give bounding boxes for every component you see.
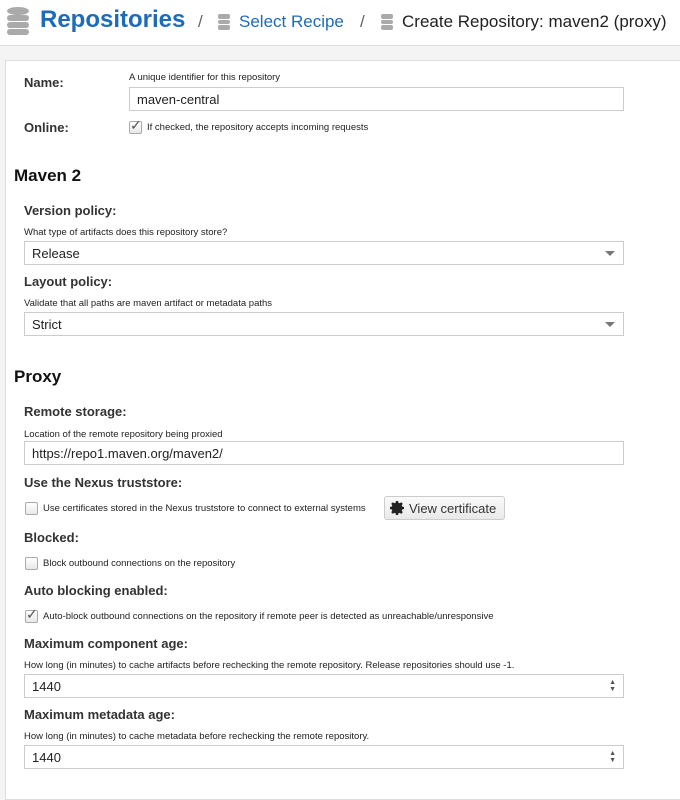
truststore-checkbox[interactable]: [25, 502, 38, 515]
chevron-down-icon: [605, 322, 615, 327]
remote-storage-help: Location of the remote repository being proxied: [24, 429, 223, 440]
layout-policy-select[interactable]: [24, 312, 624, 336]
view-certificate-label: View certificate: [409, 501, 497, 516]
header: [0, 0, 680, 46]
component-age-help: How long (in minutes) to cache artifacts before rechecking the remote repository. Release repositories should use -1.: [24, 660, 515, 671]
breadcrumb-repositories[interactable]: Repositories: [40, 6, 186, 33]
remote-storage-input[interactable]: https://repo1.maven.org/maven2/: [24, 441, 624, 465]
online-label: Online:: [24, 120, 69, 135]
maven-heading: Maven 2: [14, 166, 82, 185]
name-help: A unique identifier for this repository: [129, 72, 281, 83]
spinner-icon[interactable]: ▲ ▼: [609, 679, 616, 693]
version-policy-select[interactable]: [24, 241, 624, 265]
spinner-icon[interactable]: ▲ ▼: [609, 750, 616, 764]
online-checkbox[interactable]: [129, 121, 142, 134]
auto-blocking-checkbox[interactable]: [25, 610, 38, 623]
component-age-label: Maximum component age:: [24, 636, 188, 651]
breadcrumb-current: Create Repository: maven2 (proxy): [402, 12, 667, 31]
metadata-age-label: Maximum metadata age:: [24, 707, 175, 722]
truststore-label: Use the Nexus truststore:: [24, 475, 183, 490]
name-input[interactable]: maven-central: [129, 87, 624, 111]
auto-blocking-help: Auto-block outbound connections on the repository if remote peer is detected as unreachable/unresponsive: [43, 611, 494, 622]
name-label: Name:: [24, 75, 64, 90]
truststore-help: Use certificates stored in the Nexus truststore to connect to external systems: [43, 503, 366, 514]
database-icon: [6, 6, 30, 36]
blocked-checkbox[interactable]: [25, 557, 38, 570]
breadcrumb-separator: /: [198, 12, 203, 31]
online-help: If checked, the repository accepts incoming requests: [147, 122, 369, 133]
version-policy-label: Version policy:: [24, 203, 117, 218]
certificate-icon: [390, 501, 404, 515]
component-age-input[interactable]: [24, 674, 624, 698]
blocked-help: Block outbound connections on the repository: [43, 558, 236, 569]
metadata-age-input[interactable]: [24, 745, 624, 769]
version-policy-help: What type of artifacts does this repository store?: [24, 227, 228, 238]
blocked-label: Blocked:: [24, 530, 79, 545]
component-age-value: 1440: [32, 679, 61, 694]
breadcrumb-separator: /: [360, 12, 365, 31]
view-certificate-button[interactable]: [384, 496, 505, 520]
database-icon: [381, 14, 393, 30]
layout-policy-value: Strict: [32, 317, 62, 332]
database-icon: [218, 14, 230, 30]
layout-policy-label: Layout policy:: [24, 274, 113, 289]
auto-blocking-label: Auto blocking enabled:: [24, 583, 168, 598]
version-policy-value: Release: [32, 246, 80, 261]
chevron-down-icon: [605, 251, 615, 256]
breadcrumb-select-recipe[interactable]: Select Recipe: [239, 12, 344, 31]
metadata-age-value: 1440: [32, 750, 61, 765]
remote-storage-label: Remote storage:: [24, 404, 127, 419]
layout-policy-help: Validate that all paths are maven artifact or metadata paths: [24, 298, 273, 309]
metadata-age-help: How long (in minutes) to cache metadata before rechecking the remote repository.: [24, 731, 370, 742]
proxy-heading: Proxy: [14, 367, 62, 386]
